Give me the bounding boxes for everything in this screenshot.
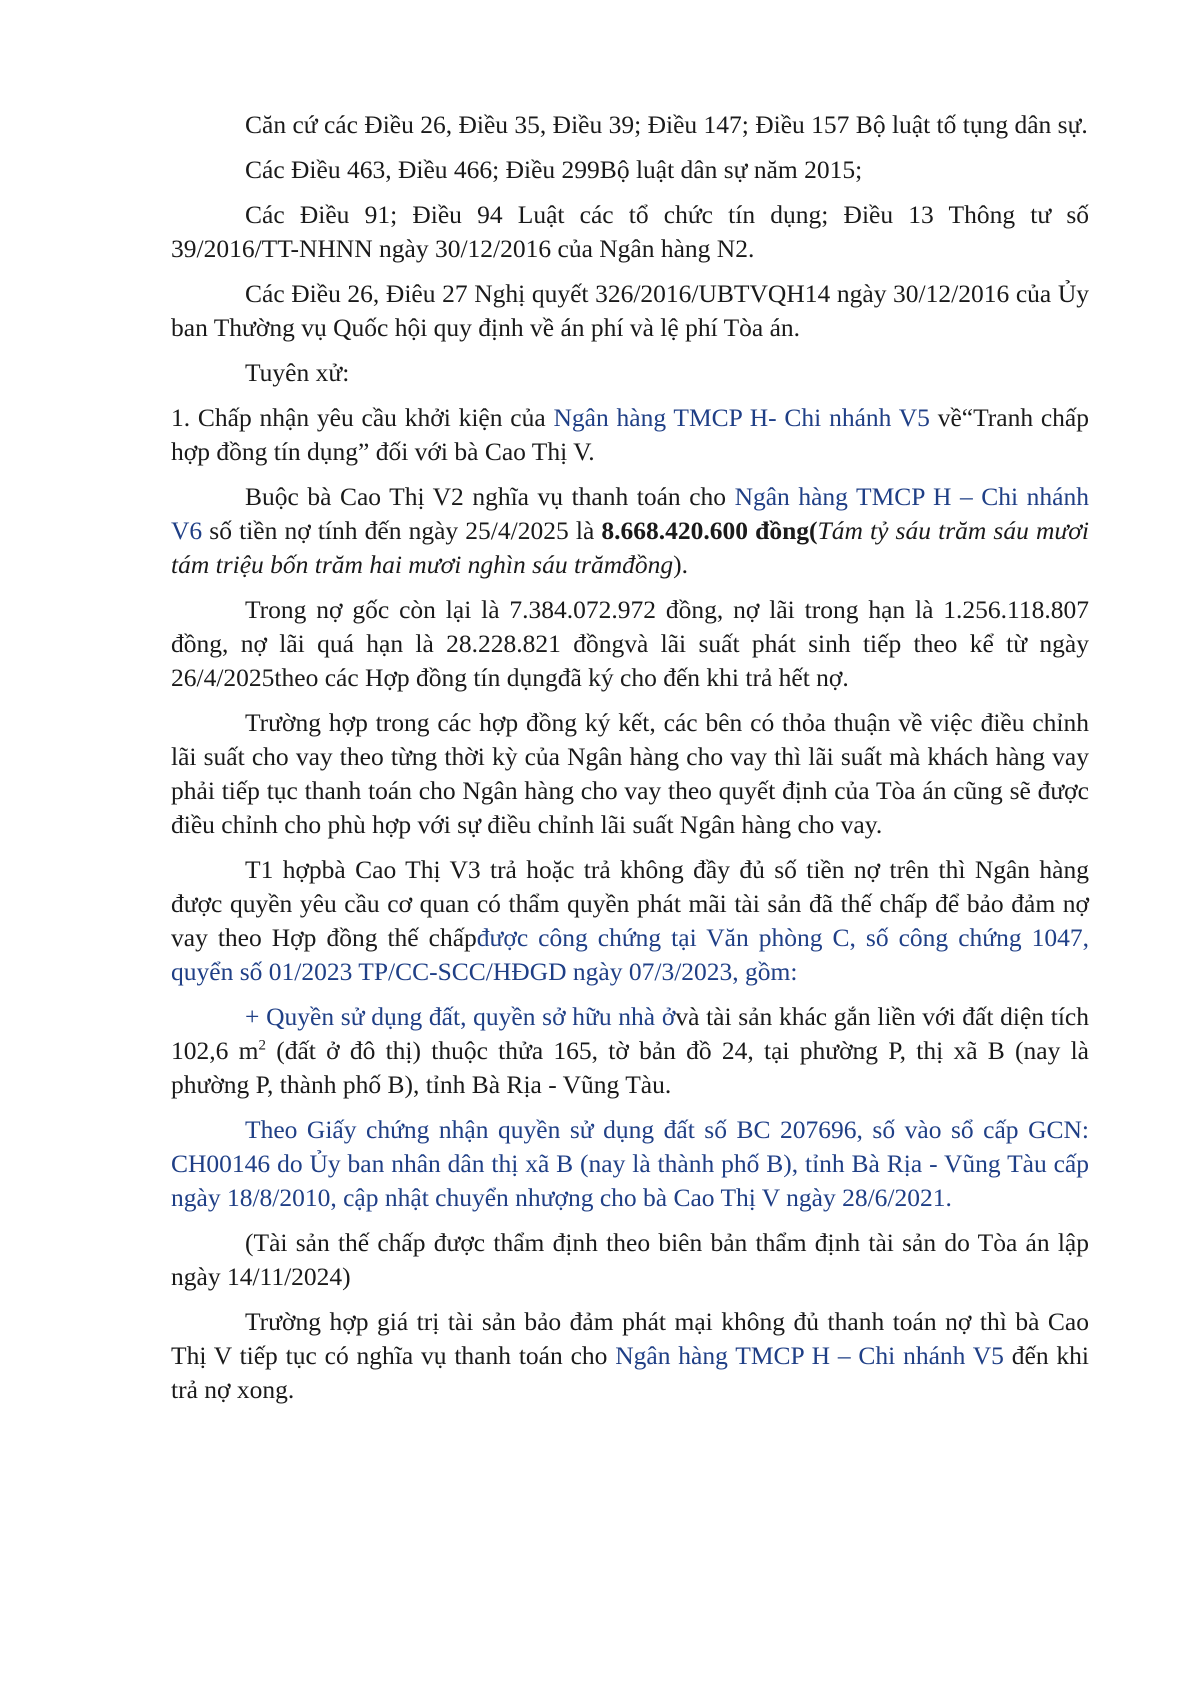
verdict-item-1 [171, 401, 1089, 469]
interest-adjustment: Trường hợp trong các hợp đồng ký kết, các bên có thỏa thuận về việc điều chỉnh lãi suất cho vay theo từng thời kỳ của Ngân hàng cho vay thì lãi suất mà khách hàng vay phải tiếp tục thanh toán cho Ngân hàng cho vay theo quyết định của Tòa án cũng sẽ được điều chỉnh cho phù hợp với sự điều chỉnh lãi suất Ngân hàng cho vay. [171, 708, 1089, 839]
collateral-property-area: và tài sản khác gắn liền với đất diện tích 102,6 m [171, 1002, 1089, 1065]
land-use-certificate: Theo Giấy chứng nhận quyền sử dụng đất số BC 207696, số vào sổ cấp GCN: CH00146 do Ủy ban nhân dân thị xã B (nay là thành phố B), tỉnh Bà Rịa - Vũng Tàu cấp ngày 18/8/2010, cập nhật chuyển nhượng cho bà Cao Thị V ngày 28/6/2021. [171, 1115, 1089, 1212]
legal-basis-civil-procedure: Căn cứ các Điều 26, Điều 35, Điều 39; Điều 147; Điều 157 Bộ luật tố tụng dân sự. [245, 110, 1088, 139]
appraisal-note: (Tài sản thế chấp được thẩm định theo biên bản thẩm định tài sản do Tòa án lập ngày 14/11/2024) [171, 1228, 1089, 1291]
payment-obligation-text-mid: số tiền nợ tính đến ngày 25/4/2025 là [202, 516, 602, 545]
collateral-property [171, 1000, 1089, 1102]
collateral-property-start: + Quyền sử dụng đất, quyền sở hữu nhà ở [245, 1002, 676, 1031]
collateral-enforcement-text: T1 hợpbà Cao Thị V3 trả hoặc trả không đầy đủ số tiền nợ trên thì Ngân hàng được quyền yêu cầu cơ quan có thẩm quyền phát mãi tài sản đã thế chấp để bảo đảm nợ vay theo Hợp đồng thế chấp [171, 855, 1089, 952]
open-paren: ( [809, 516, 818, 545]
total-amount-in-words: Tám tỷ sáu trăm sáu mươi tám triệu bốn trăm hai mươi nghìn sáu trămđồng [171, 516, 1089, 579]
payment-obligation [171, 480, 1089, 582]
verdict-item-1-text-end: về“Tranh chấp hợp đồng tín dụng” đối với bà Cao Thị V. [171, 403, 1090, 466]
bank-name: Ngân hàng TMCP H – Chi nhánh V5 [615, 1341, 1004, 1370]
bank-name: Ngân hàng TMCP H- Chi nhánh V5 [553, 403, 930, 432]
payment-obligation-text: Buộc bà Cao Thị V2 nghĩa vụ thanh toán cho [245, 482, 735, 511]
legal-basis-civil-code: Các Điều 463, Điều 466; Điều 299Bộ luật dân sự năm 2015; [245, 155, 863, 184]
bank-name: Ngân hàng TMCP H – Chi nhánh V6 [171, 482, 1089, 545]
verdict-item-1-text: 1. Chấp nhận yêu cầu khởi kiện của [171, 403, 554, 432]
document-page [171, 108, 1089, 1418]
square-meter-superscript: 2 [258, 1037, 266, 1054]
verdict-heading: Tuyên xử: [245, 358, 350, 387]
notarization-details: được công chứng tại Văn phòng C, số công chứng 1047, quyển số 01/2023 TP/CC-SCC/HĐGD ngày 07/3/2023, gồm: [171, 923, 1089, 986]
collateral-property-location: (đất ở đô thị) thuộc thửa 165, tờ bản đồ 24, tại phường P, thị xã B (nay là phường P, thành phố B), tỉnh Bà Rịa - Vũng Tàu. [171, 1036, 1089, 1099]
legal-basis-court-fees: Các Điều 26, Điêu 27 Nghị quyết 326/2016/UBTVQH14 ngày 30/12/2016 của Ủy ban Thường vụ Quốc hội quy định về án phí và lệ phí Tòa án. [171, 279, 1089, 342]
close-paren: ). [673, 550, 688, 579]
collateral-enforcement [171, 853, 1089, 989]
legal-basis-credit-law: Các Điều 91; Điều 94 Luật các tổ chức tín dụng; Điều 13 Thông tư số 39/2016/TT-NHNN ngày 30/12/2016 của Ngân hàng N2. [171, 200, 1089, 263]
insufficient-collateral [171, 1305, 1089, 1407]
debt-breakdown: Trong nợ gốc còn lại là 7.384.072.972 đồng, nợ lãi trong hạn là 1.256.118.807 đồng, nợ lãi quá hạn là 28.228.821 đồngvà lãi suất phát sinh tiếp theo kể từ ngày 26/4/2025theo các Hợp đồng tín dụngđã ký cho đến khi trả hết nợ. [171, 595, 1089, 692]
total-amount: 8.668.420.600 đồng [601, 516, 810, 545]
insufficient-collateral-text: Trường hợp giá trị tài sản bảo đảm phát mại không đủ thanh toán nợ thì bà Cao Thị V tiếp tục có nghĩa vụ thanh toán cho [171, 1307, 1089, 1370]
insufficient-collateral-text-end: đến khi trả nợ xong. [171, 1341, 1090, 1404]
